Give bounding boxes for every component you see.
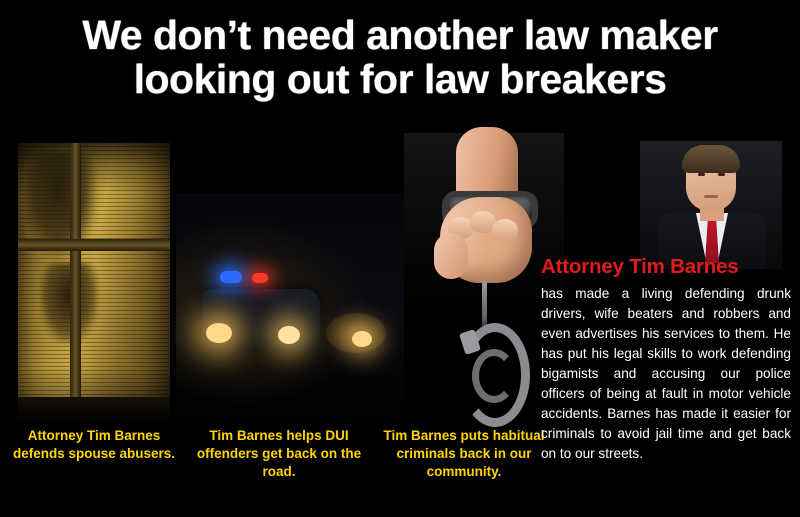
window-sill [18,397,170,423]
eye-left [698,173,705,176]
attorney-description: has made a living defending drunk drivers, wife beaters and robbers and even advertises his services to them. He has put his legal skills to work defending bigamists and accusing our police officers of being at fault in motor vehicle accidents. Barnes has made it easier for criminals to avoid jail time and get back on to our streets. [541,286,791,461]
headlight-mid [278,326,300,344]
mouth [704,195,718,198]
caption-road: Tim Barnes helps DUI offenders get back on the road. [196,428,362,479]
handcuff-open-ring-icon [454,323,516,415]
handcuff-arc-inner [472,349,516,403]
candidate-portrait-photo [640,141,782,269]
headline-line-1: We don’t need another law maker [82,12,718,58]
page-title [0,14,800,102]
eye-right [718,173,725,176]
blue-light-icon [220,271,242,283]
handcuff-photo [404,133,564,423]
night-road-photo [176,193,404,423]
attorney-name: Attorney Tim Barnes [541,255,739,278]
caption-handcuff: Tim Barnes puts habitual criminals back in our community. [383,428,545,479]
hair [682,145,740,173]
window-mullion-vertical [70,143,81,423]
silhouette-figure-lower [40,263,98,343]
knuckle [492,219,518,241]
window-mullion-horizontal [18,239,170,251]
thumb [434,233,468,279]
headline-line-2: looking out for law breakers [133,55,667,102]
caption-window: Attorney Tim Barnes defends spouse abusers. [12,428,176,461]
headlight-near [206,323,232,343]
headlight-far [352,331,372,347]
window-blinds-photo [18,143,170,423]
attorney-text-block [541,255,791,464]
red-light-icon [252,273,268,283]
